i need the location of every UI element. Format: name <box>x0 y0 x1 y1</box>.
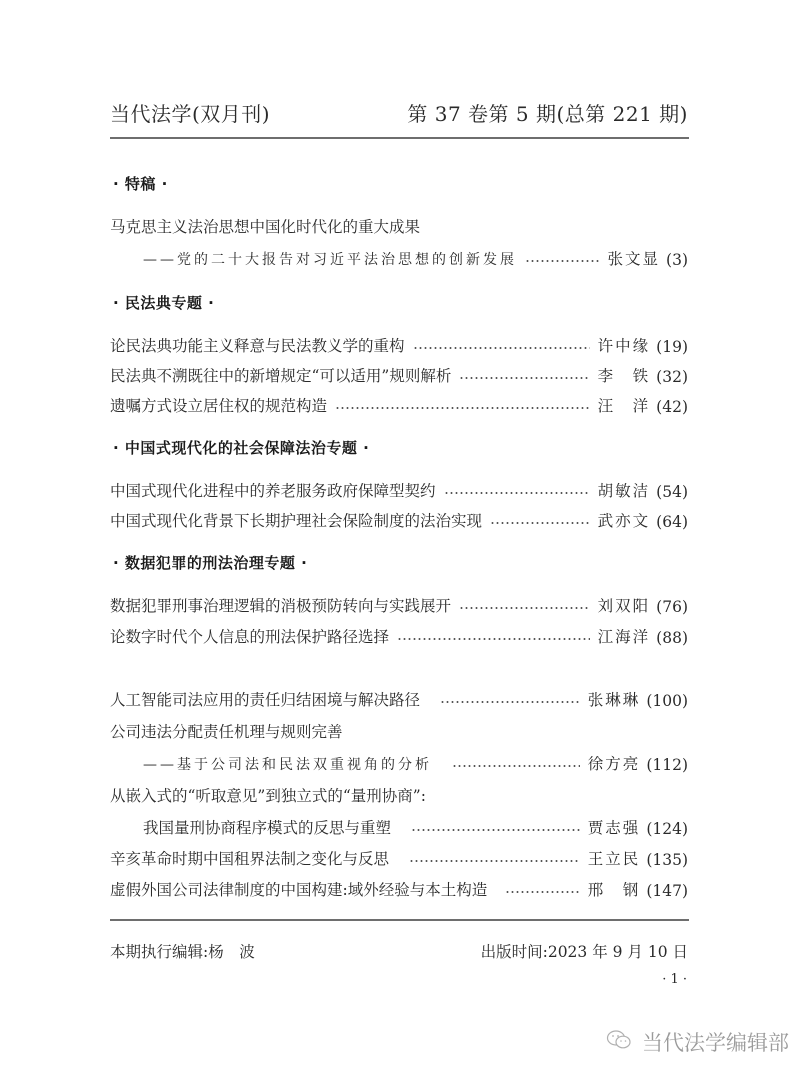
entry-author: 许中缘 <box>597 337 651 355</box>
entry-author: 江海洋 <box>597 628 651 646</box>
entry-title: 人工智能司法应用的责任归结困境与解决路径 <box>110 691 421 709</box>
dot-leader <box>459 375 589 381</box>
page-folio: · 1 · <box>662 972 687 987</box>
section-heading-social-security: · 中国式现代化的社会保障法治专题 · <box>113 439 370 457</box>
entry-subtitle: ——基于公司法和民法双重视角的分析 <box>143 757 432 773</box>
issue-number: 第 37 卷第 5 期(总第 221 期) <box>407 102 688 126</box>
entry-title: 民法典不溯既往中的新增规定“可以适用”规则解析 <box>110 367 452 385</box>
executive-editor: 本期执行编辑:杨 波 <box>110 943 255 961</box>
entry-page: (88) <box>656 629 688 647</box>
toc-entry[interactable] <box>110 332 688 356</box>
publication-date: 出版时间:2023 年 9 月 10 日 <box>480 943 688 961</box>
dot-leader <box>440 699 580 705</box>
entry-author: 张文显 <box>607 250 661 268</box>
entry-title: 马克思主义法治思想中国化时代化的重大成果 <box>110 218 421 236</box>
entry-subtitle: ——党的二十大报告对习近平法治思想的创新发展 <box>143 252 517 268</box>
dot-leader <box>444 490 590 496</box>
entry-page: (32) <box>656 368 688 386</box>
toc-entry[interactable] <box>143 814 688 838</box>
entry-title: 论数字时代个人信息的刑法保护路径选择 <box>110 628 390 646</box>
dot-leader <box>452 763 580 769</box>
toc-entry[interactable] <box>143 245 688 269</box>
dot-leader <box>397 636 590 642</box>
entry-title: 从嵌入式的“听取意见”到独立式的“量刑协商”: <box>110 787 426 805</box>
dot-leader <box>505 889 580 895</box>
toc-entry[interactable] <box>110 477 688 501</box>
entry-author: 刘双阳 <box>597 597 651 615</box>
entry-page: (54) <box>656 483 688 501</box>
entry-author: 邢 钢 <box>587 881 641 899</box>
entry-title: 数据犯罪刑事治理逻辑的消极预防转向与实践展开 <box>110 597 452 615</box>
entry-page: (147) <box>646 882 688 900</box>
entry-author: 胡敏洁 <box>597 482 651 500</box>
toc-entry[interactable] <box>110 876 688 900</box>
dot-leader <box>525 258 600 264</box>
watermark-text: 当代法学编辑部 <box>642 1031 789 1055</box>
dot-leader <box>409 858 580 864</box>
section-heading-special: · 特稿 · <box>113 175 168 193</box>
toc-entry[interactable] <box>110 686 688 710</box>
dot-leader <box>413 345 590 351</box>
dot-leader <box>335 405 590 411</box>
entry-author: 汪 洋 <box>597 397 651 415</box>
header-rule <box>110 137 689 139</box>
toc-entry[interactable] <box>110 362 688 386</box>
toc-entry[interactable] <box>110 213 688 237</box>
toc-entry[interactable] <box>110 392 688 416</box>
entry-title: 中国式现代化进程中的养老服务政府保障型契约 <box>110 482 436 500</box>
entry-title: 辛亥革命时期中国租界法制之变化与反思 <box>110 850 390 868</box>
wechat-watermark <box>606 1027 789 1057</box>
entry-title: 公司违法分配责任机理与规则完善 <box>110 723 343 741</box>
wechat-icon <box>606 1029 642 1056</box>
footer-rule <box>110 919 689 921</box>
entry-page: (124) <box>646 820 688 838</box>
journal-title: 当代法学(双月刊) <box>110 102 271 126</box>
entry-author: 徐方亮 <box>587 755 641 773</box>
section-heading-data-crime: · 数据犯罪的刑法治理专题 · <box>113 554 308 572</box>
dot-leader <box>411 827 580 833</box>
page-header <box>110 98 688 132</box>
entry-author: 王立民 <box>587 850 641 868</box>
entry-author: 李 铁 <box>597 367 651 385</box>
entry-page: (100) <box>646 692 688 710</box>
entry-page: (19) <box>656 338 688 356</box>
dot-leader <box>490 520 590 526</box>
toc-entry[interactable] <box>110 507 688 531</box>
entry-page: (76) <box>656 598 688 616</box>
section-heading-civil-code: · 民法典专题 · <box>113 294 215 312</box>
dot-leader <box>459 605 590 611</box>
entry-page: (3) <box>666 251 688 269</box>
entry-author: 贾志强 <box>587 819 641 837</box>
toc-entry[interactable] <box>110 782 688 806</box>
entry-page: (42) <box>656 398 688 416</box>
toc-entry[interactable] <box>110 592 688 616</box>
toc-entry[interactable] <box>110 845 688 869</box>
entry-page: (64) <box>656 513 688 531</box>
toc-entry[interactable] <box>143 750 688 774</box>
entry-title: 虚假外国公司法律制度的中国构建:域外经验与本土构造 <box>110 881 488 899</box>
entry-title: 中国式现代化背景下长期护理社会保险制度的法治实现 <box>110 512 483 530</box>
entry-page: (112) <box>646 756 688 774</box>
entry-title: 遗嘱方式设立居住权的规范构造 <box>110 397 328 415</box>
entry-author: 张琳琳 <box>587 691 641 709</box>
entry-author: 武亦文 <box>597 512 651 530</box>
entry-title: 论民法典功能主义释意与民法教义学的重构 <box>110 337 405 355</box>
entry-page: (135) <box>646 851 688 869</box>
toc-entry[interactable] <box>110 718 688 742</box>
toc-entry[interactable] <box>110 623 688 647</box>
entry-title: 我国量刑协商程序模式的反思与重塑 <box>143 819 392 837</box>
